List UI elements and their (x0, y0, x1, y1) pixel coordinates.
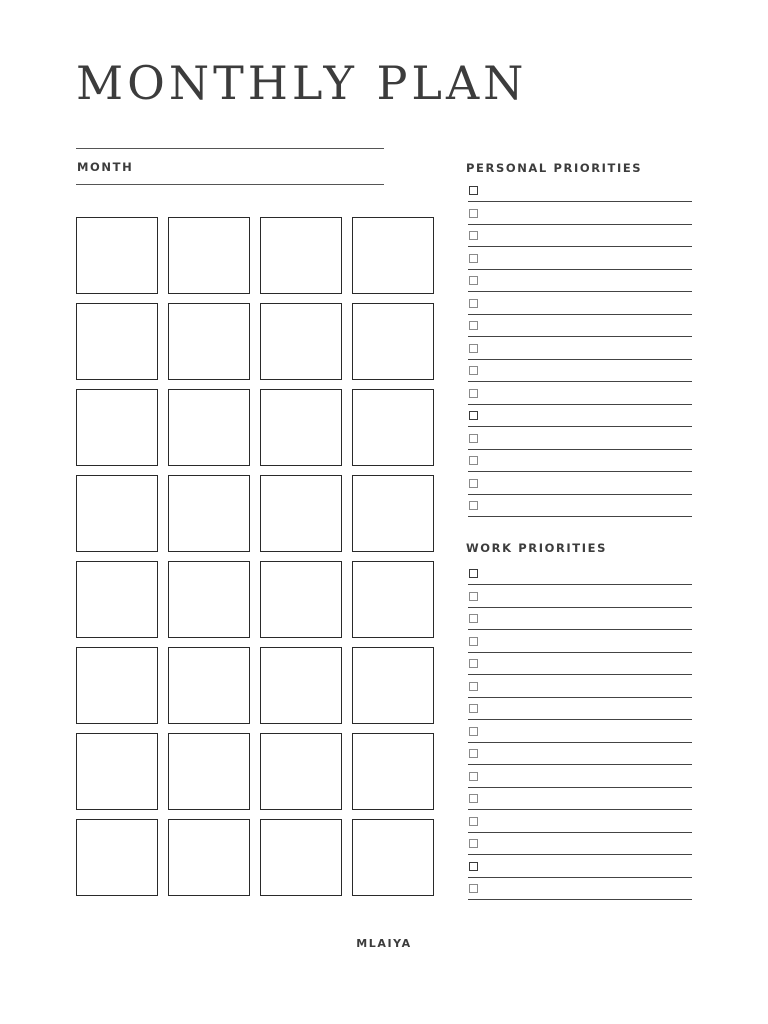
calendar-cell[interactable] (352, 389, 434, 466)
checkbox[interactable] (469, 186, 478, 195)
checkbox[interactable] (469, 299, 478, 308)
calendar-cell[interactable] (352, 217, 434, 294)
checkbox[interactable] (469, 434, 478, 443)
calendar-cell[interactable] (260, 389, 342, 466)
priority-item[interactable] (466, 472, 692, 494)
priority-item[interactable] (466, 562, 692, 584)
checkbox[interactable] (469, 592, 478, 601)
checkbox[interactable] (469, 501, 478, 510)
priority-item[interactable] (466, 292, 692, 314)
calendar-cell[interactable] (76, 389, 158, 466)
priority-item[interactable] (466, 382, 692, 404)
checkbox[interactable] (469, 659, 478, 668)
priority-item[interactable] (466, 449, 692, 471)
priority-item[interactable] (466, 404, 692, 426)
checkbox[interactable] (469, 366, 478, 375)
checkbox[interactable] (469, 884, 478, 893)
calendar-cell[interactable] (168, 389, 250, 466)
month-top-rule (76, 148, 384, 149)
priority-item[interactable] (466, 314, 692, 336)
checkbox[interactable] (469, 772, 478, 781)
checkbox[interactable] (469, 276, 478, 285)
checkbox[interactable] (469, 839, 478, 848)
priority-item[interactable] (466, 427, 692, 449)
calendar-cell[interactable] (168, 303, 250, 380)
priority-item[interactable] (466, 202, 692, 224)
checkbox[interactable] (469, 389, 478, 398)
calendar-cell[interactable] (260, 733, 342, 810)
priority-item[interactable] (466, 675, 692, 697)
priority-item[interactable] (466, 247, 692, 269)
checkbox[interactable] (469, 727, 478, 736)
calendar-cell[interactable] (260, 561, 342, 638)
calendar-cell[interactable] (352, 475, 434, 552)
checkbox[interactable] (469, 614, 478, 623)
calendar-cell[interactable] (168, 819, 250, 896)
calendar-cell[interactable] (168, 475, 250, 552)
priority-item[interactable] (466, 494, 692, 516)
priority-item[interactable] (466, 877, 692, 899)
month-label: MONTH (77, 160, 134, 174)
calendar-cell[interactable] (76, 217, 158, 294)
work-priorities-heading: WORK PRIORITIES (466, 541, 607, 555)
checkbox[interactable] (469, 344, 478, 353)
calendar-cell[interactable] (76, 819, 158, 896)
calendar-cell[interactable] (76, 647, 158, 724)
priority-item[interactable] (466, 630, 692, 652)
priority-item[interactable] (466, 652, 692, 674)
checkbox[interactable] (469, 704, 478, 713)
calendar-cell[interactable] (168, 561, 250, 638)
footer-brand: MLAIYA (356, 937, 412, 950)
calendar-cell[interactable] (352, 733, 434, 810)
priority-item[interactable] (466, 179, 692, 201)
priority-item[interactable] (466, 810, 692, 832)
calendar-cell[interactable] (352, 647, 434, 724)
checkbox[interactable] (469, 254, 478, 263)
page-title: MONTHLY PLAN (76, 56, 528, 110)
calendar-cell[interactable] (168, 217, 250, 294)
priority-item[interactable] (466, 269, 692, 291)
calendar-cell[interactable] (168, 733, 250, 810)
personal-priorities-heading: PERSONAL PRIORITIES (466, 161, 643, 175)
priority-item[interactable] (466, 359, 692, 381)
calendar-cell[interactable] (76, 561, 158, 638)
calendar-cell[interactable] (168, 647, 250, 724)
writing-line (468, 516, 692, 517)
checkbox[interactable] (469, 231, 478, 240)
checkbox[interactable] (469, 321, 478, 330)
calendar-cell[interactable] (352, 561, 434, 638)
calendar-cell[interactable] (352, 303, 434, 380)
checkbox[interactable] (469, 411, 478, 420)
checkbox[interactable] (469, 479, 478, 488)
calendar-cell[interactable] (260, 475, 342, 552)
calendar-cell[interactable] (76, 303, 158, 380)
checkbox[interactable] (469, 682, 478, 691)
priority-item[interactable] (466, 585, 692, 607)
priority-item[interactable] (466, 697, 692, 719)
calendar-cell[interactable] (352, 819, 434, 896)
work-priorities-list (466, 562, 692, 902)
calendar-grid (76, 217, 434, 897)
checkbox[interactable] (469, 456, 478, 465)
writing-line (468, 899, 692, 900)
calendar-cell[interactable] (260, 303, 342, 380)
checkbox[interactable] (469, 749, 478, 758)
checkbox[interactable] (469, 569, 478, 578)
checkbox[interactable] (469, 637, 478, 646)
priority-item[interactable] (466, 607, 692, 629)
priority-item[interactable] (466, 224, 692, 246)
calendar-cell[interactable] (260, 819, 342, 896)
calendar-cell[interactable] (260, 217, 342, 294)
priority-item[interactable] (466, 832, 692, 854)
priority-item[interactable] (466, 787, 692, 809)
checkbox[interactable] (469, 209, 478, 218)
calendar-cell[interactable] (260, 647, 342, 724)
priority-item[interactable] (466, 855, 692, 877)
priority-item[interactable] (466, 742, 692, 764)
personal-priorities-list (466, 179, 692, 519)
priority-item[interactable] (466, 337, 692, 359)
priority-item[interactable] (466, 720, 692, 742)
checkbox[interactable] (469, 794, 478, 803)
checkbox[interactable] (469, 862, 478, 871)
calendar-cell[interactable] (76, 475, 158, 552)
calendar-cell[interactable] (76, 733, 158, 810)
month-entry-line[interactable] (76, 184, 384, 185)
priority-item[interactable] (466, 765, 692, 787)
checkbox[interactable] (469, 817, 478, 826)
